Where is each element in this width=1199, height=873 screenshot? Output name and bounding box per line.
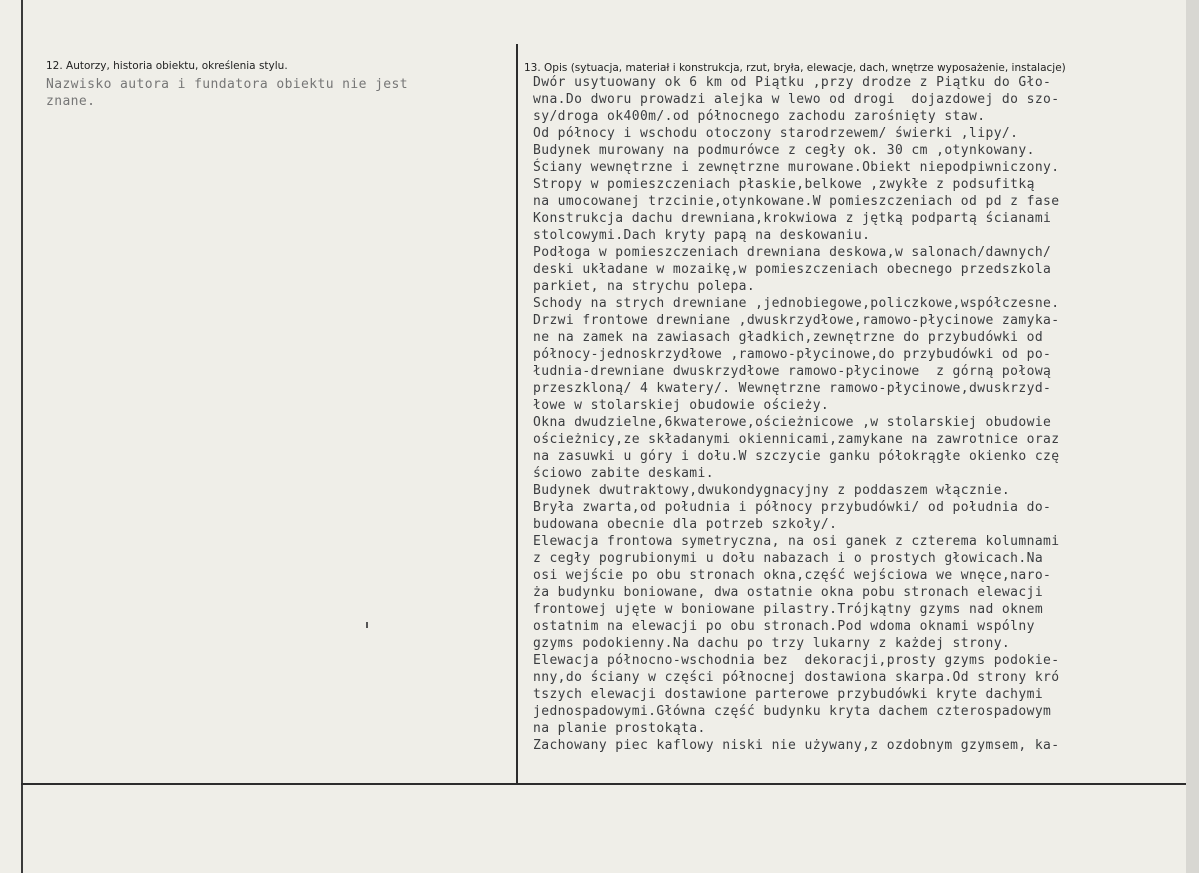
section-13-line: wna.Do dworu prowadzi alejka w lewo od drogi dojazdowej do szo- xyxy=(533,92,1060,107)
section-13-line: Zachowany piec kaflowy niski nie używany,z ozdobnym gzymsem, ka- xyxy=(533,738,1060,753)
section-13-line: Budynek murowany na podmurówce z cegły ok. 30 cm ,otynkowany. xyxy=(533,143,1035,158)
section-13-line: ne na zamek na zawiasach gładkich,zewnętrzne do przybudówki od xyxy=(533,330,1044,345)
section-13-line: na planie prostokąta. xyxy=(533,721,706,736)
section-13-line: na umocowanej trzcinie,otynkowane.W pomieszczeniach od pd z fase xyxy=(533,194,1060,209)
section-13-line: Okna dwudzielne,6kwaterowe,ościeżnicowe ,w stolarskiej obudowie xyxy=(533,415,1052,430)
section-13-line: jednospadowymi.Główna część budynku kryta dachem czterospadowym xyxy=(533,704,1052,719)
section-13-line: Podłoga w pomieszczeniach drewniana deskowa,w salonach/dawnych/ xyxy=(533,245,1052,260)
section-13-line: ostatnim na elewacji po obu stronach.Pod wdoma oknami wspólny xyxy=(533,619,1035,634)
section-13-line: budowana obecnie dla potrzeb szkoły/. xyxy=(533,517,838,532)
section-13-line: Ściany wewnętrzne i zewnętrzne murowane.Obiekt niepodpiwniczony. xyxy=(533,160,1060,175)
paper-mark xyxy=(366,622,368,628)
section-13-line: Drzwi frontowe drewniane ,dwuskrzydłowe,ramowo-płycinowe zamyka- xyxy=(533,313,1060,328)
section-13-line: Od północy i wschodu otoczony starodrzewem/ świerki ,lipy/. xyxy=(533,126,1019,141)
section-13-line: Elewacja północno-wschodnia bez dekoracji,prosty gzyms podokie- xyxy=(533,653,1060,668)
section-13-line: ża budynku boniowane, dwa ostatnie okna pobu stronach elewacji xyxy=(533,585,1044,600)
section-12-line: znane. xyxy=(46,94,96,109)
section-13-line: Konstrukcja dachu drewniana,krokwiowa z jętką podpartą ścianami xyxy=(533,211,1052,226)
section-13-line: Schody na strych drewniane ,jednobiegowe,policzkowe,współczesne. xyxy=(533,296,1060,311)
section-13-line: Stropy w pomieszczeniach płaskie,belkowe ,zwykłe z podsufitką xyxy=(533,177,1035,192)
section-13-line: tszych elewacji dostawione parterowe przybudówki kryte dachymi xyxy=(533,687,1044,702)
section-12-heading: 12. Autorzy, historia obiektu, określenia stylu. xyxy=(46,60,288,72)
section-13-line: na zasuwki u góry i dołu.W szczycie ganku półokrągłe okienko czę xyxy=(533,449,1060,464)
section-13-line: z cegły pogrubionymi u dołu nabazach i o prostych głowicach.Na xyxy=(533,551,1044,566)
section-13-line: Budynek dwutraktowy,dwukondygnacyjny z poddaszem włącznie. xyxy=(533,483,1011,498)
section-13-line: sy/droga ok400m/.od północnego zachodu zarośnięty staw. xyxy=(533,109,986,124)
section-13-line: nny,do ściany w części północnej dostawiona skarpa.Od strony kró xyxy=(533,670,1060,685)
section-13-line: przeszkloną/ 4 kwatery/. Wewnętrzne ramowo-płycinowe,dwuskrzyd- xyxy=(533,381,1052,396)
column-divider xyxy=(516,44,518,784)
section-13-line: ściowo zabite deskami. xyxy=(533,466,714,481)
section-13-heading: 13. Opis (sytuacja, materiał i konstrukcja, rzut, bryła, elewacje, dach, wnętrze wyposażenie, instalacje) xyxy=(524,62,1066,74)
section-13-line: parkiet, na strychu polepa. xyxy=(533,279,756,294)
section-13-line: łudnia-drewniane dwuskrzydłowe ramowo-płycinowe z górną połową xyxy=(533,364,1052,379)
left-margin-rule xyxy=(21,0,23,873)
section-13-line: gzyms podokienny.Na dachu po trzy lukarny z każdej strony. xyxy=(533,636,1011,651)
bottom-rule xyxy=(21,783,1199,785)
section-13-line: frontowej ujęte w boniowane pilastry.Trójkątny gzyms nad oknem xyxy=(533,602,1044,617)
section-13-line: Bryła zwarta,od południa i północy przybudówki/ od południa do- xyxy=(533,500,1052,515)
section-13-line: Dwór usytuowany ok 6 km od Piątku ,przy drodze z Piątku do Gło- xyxy=(533,75,1052,90)
section-12-line: Nazwisko autora i fundatora obiektu nie jest xyxy=(46,77,408,92)
section-13-text xyxy=(533,74,1196,754)
section-13-line: osi wejście po obu stronach okna,część wejściowa we wnęce,naro- xyxy=(533,568,1052,583)
section-13-line: Elewacja frontowa symetryczna, na osi ganek z czterema kolumnami xyxy=(533,534,1060,549)
section-13-line: deski układane w mozaikę,w pomieszczeniach obecnego przedszkola xyxy=(533,262,1052,277)
section-13-line: stolcowymi.Dach kryty papą na deskowaniu. xyxy=(533,228,871,243)
section-13-line: północy-jednoskrzydłowe ,ramowo-płycinowe,do przybudówki od po- xyxy=(533,347,1052,362)
section-13-line: łowe w stolarskiej obudowie ościeży. xyxy=(533,398,830,413)
section-13-line: ościeżnicy,ze składanymi okiennicami,zamykane na zawrotnice oraz xyxy=(533,432,1060,447)
section-12-text xyxy=(46,76,408,110)
